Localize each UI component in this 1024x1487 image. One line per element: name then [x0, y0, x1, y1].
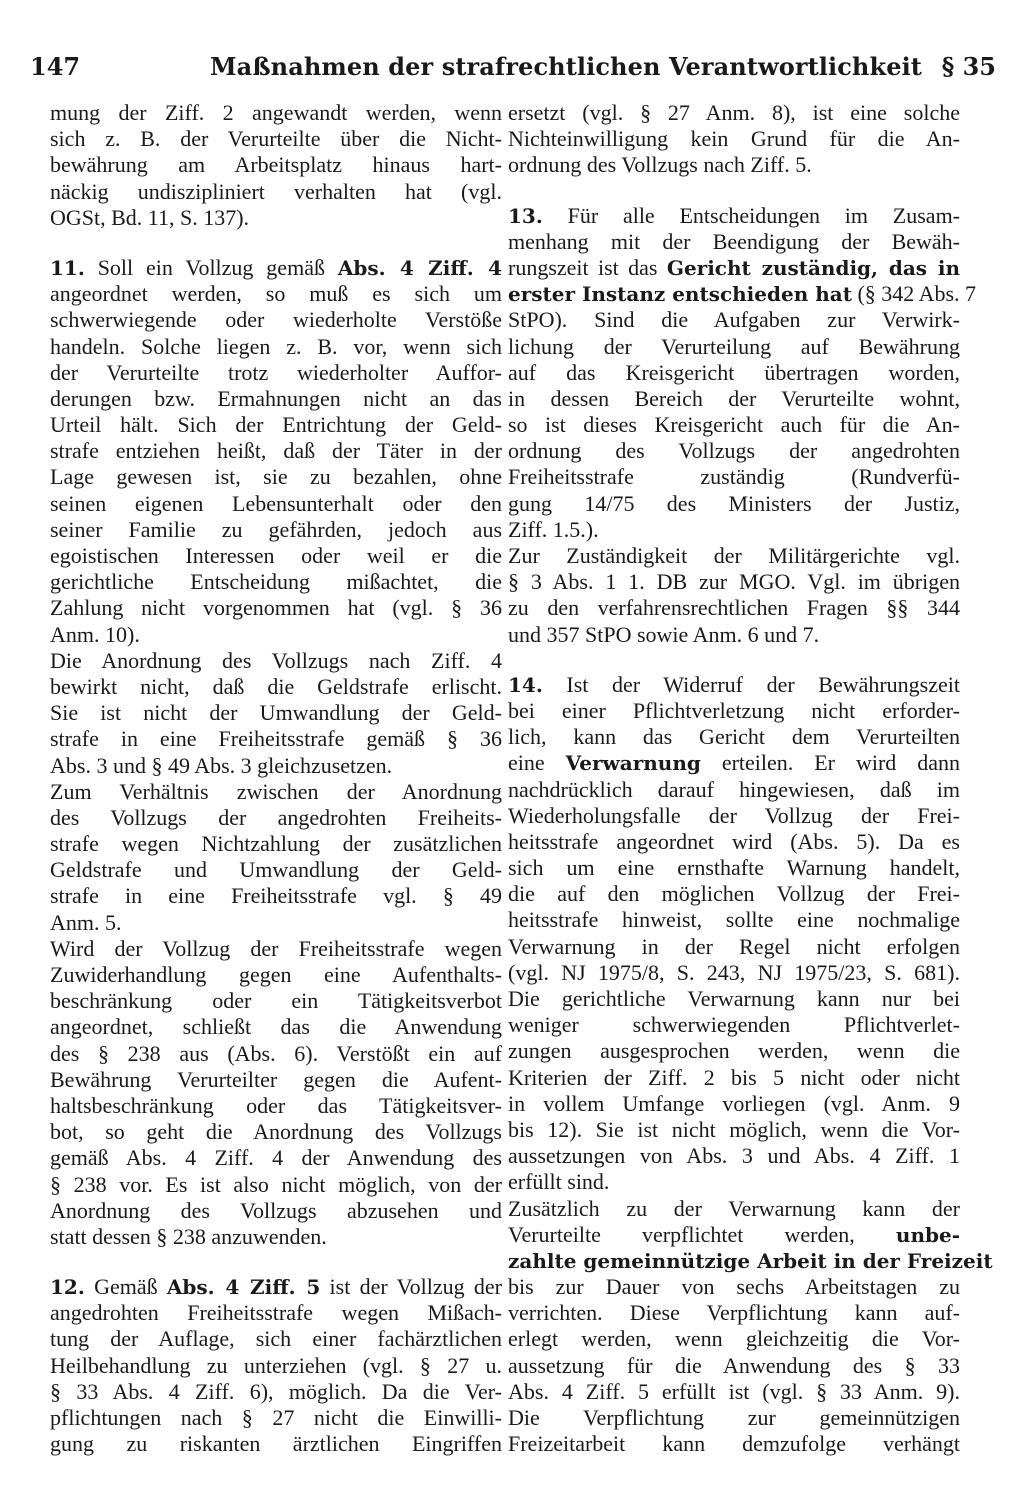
text-line: Kriterien der Ziff. 2 bis 5 nicht oder nicht	[508, 1064, 960, 1090]
text-line: erster Instanz entschieden hat (§ 342 Abs. 7	[508, 281, 977, 307]
text-line: Anordnung des Vollzugs abzusehen und	[50, 1197, 502, 1223]
text-line: Freizeitarbeit kann demzufolge verhängt	[508, 1431, 960, 1457]
text-line: des Vollzugs der angedrohten Freiheits-	[50, 804, 502, 830]
text-line: mung der Ziff. 2 angewandt werden, wenn	[50, 100, 502, 125]
text-line: Wird der Vollzug der Freiheitsstrafe wegen	[50, 935, 502, 961]
text-line: pflichtungen nach § 27 nicht die Einwilli-	[50, 1405, 502, 1430]
text-line: (vgl. NJ 1975/8, S. 243, NJ 1975/23, S. 681).	[508, 959, 960, 985]
running-header	[30, 52, 996, 92]
text-line: bei einer Pflichtverletzung nicht erforder-	[508, 697, 960, 723]
text-line: näckig undiszipliniert verhalten hat (vgl.	[50, 178, 502, 204]
text-line: zungen ausgesprochen werden, wenn die	[508, 1038, 960, 1064]
text-line: seinen eigenen Lebensunterhalt oder den	[50, 490, 502, 516]
text-line: Nichteinwilligung kein Grund für die An-	[508, 126, 960, 152]
text-line: 12. Gemäß Abs. 4 Ziff. 5 ist der Vollzug der	[50, 1274, 502, 1300]
text-line: lichung der Verurteilung auf Bewährung	[508, 333, 960, 359]
text-line: schwerwiegende oder wiederholte Verstöße	[50, 307, 502, 333]
text-line: Abs. 4 Ziff. 5 erfüllt ist (vgl. § 33 Anm. 9).	[508, 1378, 960, 1404]
text-line: ordnung des Vollzugs nach Ziff. 5.	[508, 152, 812, 178]
text-line: heitsstrafe angeordnet wird (Abs. 5). Da es	[508, 828, 960, 854]
text-line: angedrohten Freiheitsstrafe wegen Mißach-	[50, 1300, 502, 1326]
text-line: eine Verwarnung erteilen. Er wird dann	[508, 750, 960, 776]
text-line: nachdrücklich darauf hingewiesen, daß im	[508, 776, 960, 802]
text-line: der Verurteilte trotz wiederholter Auffor-	[50, 359, 502, 385]
section-mark: § 35	[941, 52, 996, 81]
text-line: weniger schwerwiegenden Pflichtverlet-	[508, 1012, 960, 1038]
text-line: strafe in eine Freiheitsstrafe vgl. § 49	[50, 883, 502, 909]
paragraph-continued	[508, 100, 960, 179]
text-line: Wiederholungsfalle der Vollzug der Frei-	[508, 802, 960, 828]
text-line: Abs. 3 und § 49 Abs. 3 gleichzusetzen.	[50, 752, 393, 778]
text-line: sich z. B. der Verurteilte über die Nicht-	[50, 126, 502, 152]
text-line: gung zu riskanten ärztlichen Eingriffen	[50, 1431, 502, 1457]
text-line: rungszeit ist das Gericht zuständig, das in	[508, 254, 960, 280]
text-line: Die gerichtliche Verwarnung kann nur bei	[508, 986, 960, 1011]
text-line: lich, kann das Gericht dem Verurteilten	[508, 724, 960, 750]
text-line: Urteil hält. Sich der Entrichtung der Geld-	[50, 412, 502, 438]
text-line: gung 14/75 des Ministers der Justiz,	[508, 490, 960, 516]
left-column	[50, 100, 502, 1457]
running-title: Maßnahmen der strafrechtlichen Verantwortlichkeit	[210, 52, 922, 81]
text-line: Zusätzlich zu der Verwarnung kann der	[508, 1195, 960, 1221]
text-line: in dessen Bereich der Verurteilte wohnt,	[508, 385, 960, 411]
text-line: beschränkung oder ein Tätigkeitsverbot	[50, 988, 502, 1014]
text-line: 11. Soll ein Vollzug gemäß Abs. 4 Ziff. 4	[50, 254, 503, 280]
text-line: zu den verfahrensrechtlichen Fragen §§ 344	[508, 595, 960, 621]
text-line: Sie ist nicht der Umwandlung der Geld-	[50, 700, 502, 726]
text-line: in vollem Umfange vorliegen (vgl. Anm. 9	[508, 1090, 960, 1116]
text-line: § 33 Abs. 4 Ziff. 6), möglich. Da die Ver-	[50, 1378, 502, 1404]
text-line: handeln. Solche liegen z. B. vor, wenn sich	[50, 333, 502, 359]
text-line: Zuwiderhandlung gegen eine Aufenthalts-	[50, 962, 502, 987]
text-line: derungen bzw. Ermahnungen nicht an das	[50, 385, 502, 411]
text-line: des § 238 aus (Abs. 6). Verstößt ein auf	[50, 1040, 502, 1066]
text-line: heitsstrafe hinweist, sollte eine nochmalige	[508, 907, 960, 933]
paragraph-continued	[50, 100, 502, 231]
text-line: menhang mit der Beendigung der Bewäh-	[508, 228, 960, 254]
text-line: strafe entziehen heißt, daß der Täter in der	[50, 438, 502, 464]
right-column	[508, 100, 993, 1457]
text-line: verrichten. Diese Verpflichtung kann auf-	[508, 1300, 960, 1326]
text-line: ordnung des Vollzugs der angedrohten	[508, 438, 960, 464]
text-line: Anm. 10).	[50, 621, 140, 647]
text-line: zahlte gemeinnützige Arbeit in der Freizeit	[508, 1248, 993, 1273]
text-line: die auf den möglichen Vollzug der Frei-	[508, 881, 960, 907]
text-line: bewährung am Arbeitsplatz hinaus hart-	[50, 152, 502, 178]
text-line: erfüllt sind.	[508, 1169, 610, 1195]
text-line: Bewährung Verurteilter gegen die Aufent-	[50, 1066, 502, 1092]
text-line: bot, so geht die Anordnung des Vollzugs	[50, 1119, 502, 1145]
text-line: statt dessen § 238 anzuwenden.	[50, 1223, 327, 1249]
text-line: tung der Auflage, sich einer fachärztlichen	[50, 1326, 502, 1352]
text-line: § 238 vor. Es ist also nicht möglich, von der	[50, 1171, 502, 1197]
text-line: Die Verpflichtung zur gemeinnützigen	[508, 1405, 960, 1430]
text-line: seiner Familie zu gefährden, jedoch aus	[50, 516, 502, 542]
text-line: angeordnet werden, so muß es sich um	[50, 281, 502, 307]
text-line: haltsbeschränkung oder das Tätigkeitsver-	[50, 1092, 502, 1118]
text-line: aussetzungen von Abs. 3 und Abs. 4 Ziff. 1	[508, 1143, 960, 1169]
text-line: sich um eine ernsthafte Warnung handelt,	[508, 855, 960, 881]
note-number: 12.	[50, 1275, 85, 1300]
text-line: bis 12). Sie ist nicht möglich, wenn die Vor-	[508, 1116, 960, 1142]
text-line: OGSt, Bd. 11, S. 137).	[50, 204, 250, 230]
text-line: ersetzt (vgl. § 27 Anm. 8), ist eine solche	[508, 100, 960, 125]
note-number: 14.	[508, 672, 543, 697]
text-line: Zur Zuständigkeit der Militärgerichte vgl.	[508, 543, 960, 568]
text-line: und 357 StPO sowie Anm. 6 und 7.	[508, 621, 820, 647]
text-line: aussetzung für die Anwendung des § 33	[508, 1352, 960, 1378]
text-line: egoistischen Interessen oder weil er die	[50, 543, 502, 568]
text-line: Ziff. 1.5.).	[508, 516, 599, 542]
note-12	[50, 1274, 502, 1457]
text-line: 13. Für alle Entscheidungen im Zusam-	[508, 202, 961, 228]
text-line: bewirkt nicht, daß die Geldstrafe erlischt.	[50, 673, 502, 699]
note-number: 13.	[508, 203, 543, 228]
text-line: gerichtliche Entscheidung mißachtet, die	[50, 569, 502, 595]
text-line: 14. Ist der Widerruf der Bewährungszeit	[508, 671, 960, 697]
text-line: erlegt werden, wenn gleichzeitig die Vor-	[508, 1326, 960, 1352]
text-line: StPO). Sind die Aufgaben zur Verwirk-	[508, 307, 960, 333]
text-line: Freiheitsstrafe zuständig (Rundverfü-	[508, 464, 960, 490]
note-number: 11.	[50, 255, 85, 280]
text-line: Heilbehandlung zu unterziehen (vgl. § 27 u.	[50, 1352, 502, 1378]
text-line: Zum Verhältnis zwischen der Anordnung	[50, 778, 502, 804]
note-11	[50, 255, 502, 1250]
text-line: auf das Kreisgericht übertragen worden,	[508, 359, 960, 385]
text-line: bis zur Dauer von sechs Arbeitstagen zu	[508, 1274, 960, 1300]
text-line: Lage gewesen ist, sie zu bezahlen, ohne	[50, 464, 502, 490]
text-line: Verwarnung in der Regel nicht erfolgen	[508, 933, 960, 959]
page-number: 147	[30, 52, 81, 81]
text-line: strafe wegen Nichtzahlung der zusätzlichen	[50, 831, 502, 857]
note-13	[508, 202, 977, 648]
text-line: angeordnet, schließt das die Anwendung	[50, 1014, 502, 1040]
text-line: so ist dieses Kreisgericht auch für die An-	[508, 412, 960, 438]
text-line: Zahlung nicht vorgenommen hat (vgl. § 36	[50, 595, 502, 621]
note-14	[508, 671, 993, 1458]
text-line: Anm. 5.	[50, 909, 122, 935]
text-line: Verurteilte verpflichtet werden, unbe-	[508, 1221, 960, 1247]
text-line: gemäß Abs. 4 Ziff. 4 der Anwendung des	[50, 1145, 502, 1171]
text-line: Geldstrafe und Umwandlung der Geld-	[50, 857, 502, 883]
text-line: Die Anordnung des Vollzugs nach Ziff. 4	[50, 647, 502, 673]
text-line: § 3 Abs. 1 1. DB zur MGO. Vgl. im übrigen	[508, 569, 960, 595]
text-line: strafe in eine Freiheitsstrafe gemäß § 36	[50, 726, 502, 752]
